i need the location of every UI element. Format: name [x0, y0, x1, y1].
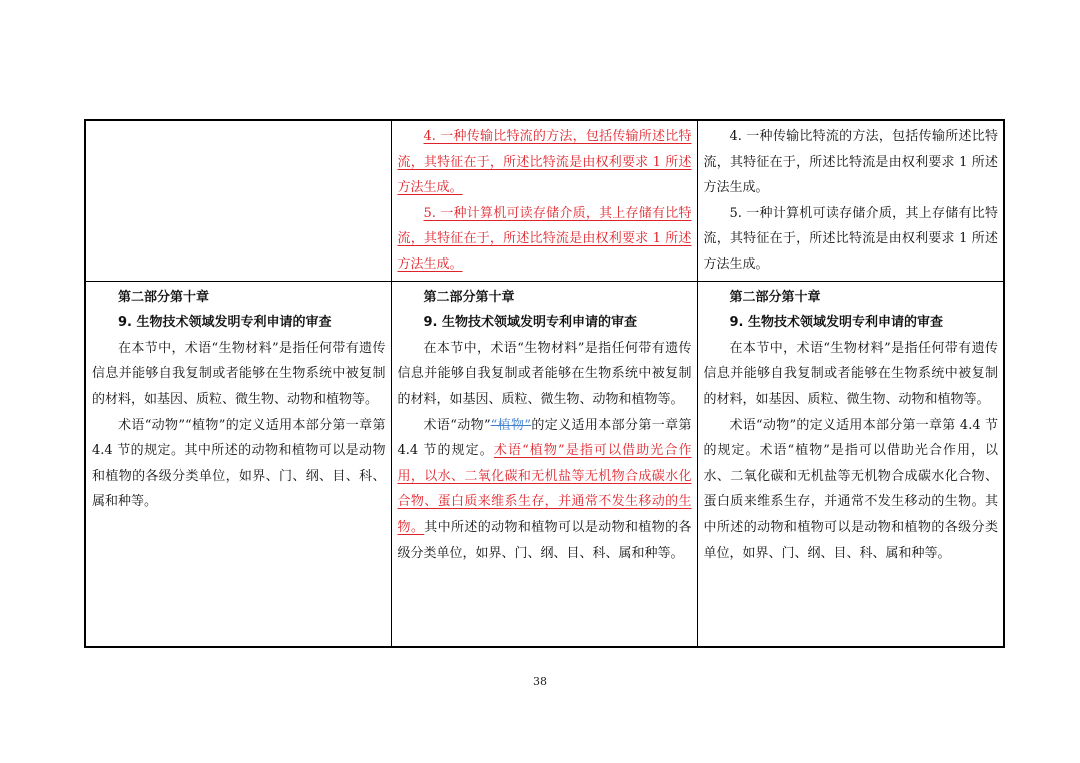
claim-5-text: 5. 一种计算机可读存储介质，其上存储有比特流，其特征在于，所述比特流是由权利要求 1 所述方法生成。 — [703, 205, 998, 272]
chapter-heading: 第二部分第十章 — [423, 289, 515, 305]
paragraph-biomaterial: 在本节中，术语“生物材料”是指任何带有遗传信息并能够自我复制或者能够在生物系统中被复制的材料，如基因、质粒、微生物、动物和植物等。 — [397, 340, 692, 407]
section-heading: 9. 生物技术领域发明专利申请的审查 — [118, 315, 332, 331]
chapter-heading: 第二部分第十章 — [118, 289, 210, 305]
cell-clean-guideline — [697, 281, 1004, 647]
page-number: 38 — [533, 675, 547, 688]
paragraph-biomaterial: 在本节中，术语“生物材料”是指任何带有遗传信息并能够自我复制或者能够在生物系统中被复制的材料，如基因、质粒、微生物、动物和植物等。 — [92, 340, 386, 407]
comparison-table — [84, 119, 1005, 648]
cell-original-guideline — [85, 281, 391, 647]
table-row — [85, 120, 1004, 281]
paragraph-biomaterial: 在本节中，术语“生物材料”是指任何带有遗传信息并能够自我复制或者能够在生物系统中被复制的材料，如基因、质粒、微生物、动物和植物等。 — [703, 340, 998, 407]
claim-4-text: 4. 一种传输比特流的方法，包括传输所述比特流，其特征在于，所述比特流是由权利要求 1 所述方法生成。 — [703, 129, 998, 196]
claim-4-inserted: 4. 一种传输比特流的方法，包括传输所述比特流，其特征在于，所述比特流是由权利要求 1 所述方法生成。 — [397, 129, 692, 196]
cell-original-claims — [85, 120, 391, 281]
paragraph-definition: 术语“动物”的定义适用本部分第一章第 4.4 节的规定。术语“植物”是指可以借助光合作用，以水、二氧化碳和无机盐等无机物合成碳水化合物、蛋白质来维系生存，并通常不发生移动的生物。其中所述的动物和植物可以是动物和植物的各级分类单位，如界、门、纲、目、科、属和种等。 — [703, 417, 998, 561]
text-run: 的定义适用本部分第一章第 4.4 节的规定。 — [397, 417, 692, 459]
cell-amended-claims — [391, 120, 697, 281]
cell-clean-claims — [697, 120, 1004, 281]
deleted-text: “植物” — [490, 417, 532, 433]
text-run: 术语“动物” — [423, 417, 491, 433]
inserted-text: 术语“植物”是指可以借助光合作用，以水、二氧化碳和无机盐等无机物合成碳水化合物、蛋白质来维系生存，并通常不发生移动的生物。 — [397, 443, 692, 535]
section-heading: 9. 生物技术领域发明专利申请的审查 — [423, 315, 638, 331]
paragraph-definition: 术语“动物”“植物”的定义适用本部分第一章第 4.4 节的规定。其中所述的动物和植物可以是动物和植物的各级分类单位，如界、门、纲、目、科、属和种等。 — [92, 417, 386, 510]
text-run: 其中所述的动物和植物可以是动物和植物的各级分类单位，如界、门、纲、目、科、属和种等。 — [397, 519, 692, 561]
cell-amended-guideline — [391, 281, 697, 647]
section-heading: 9. 生物技术领域发明专利申请的审查 — [729, 315, 944, 331]
chapter-heading: 第二部分第十章 — [729, 289, 821, 305]
claim-5-inserted: 5. 一种计算机可读存储介质，其上存储有比特流，其特征在于，所述比特流是由权利要求 1 所述方法生成。 — [397, 205, 692, 272]
table-row — [85, 281, 1004, 647]
paragraph-definition-amended — [398, 413, 692, 567]
